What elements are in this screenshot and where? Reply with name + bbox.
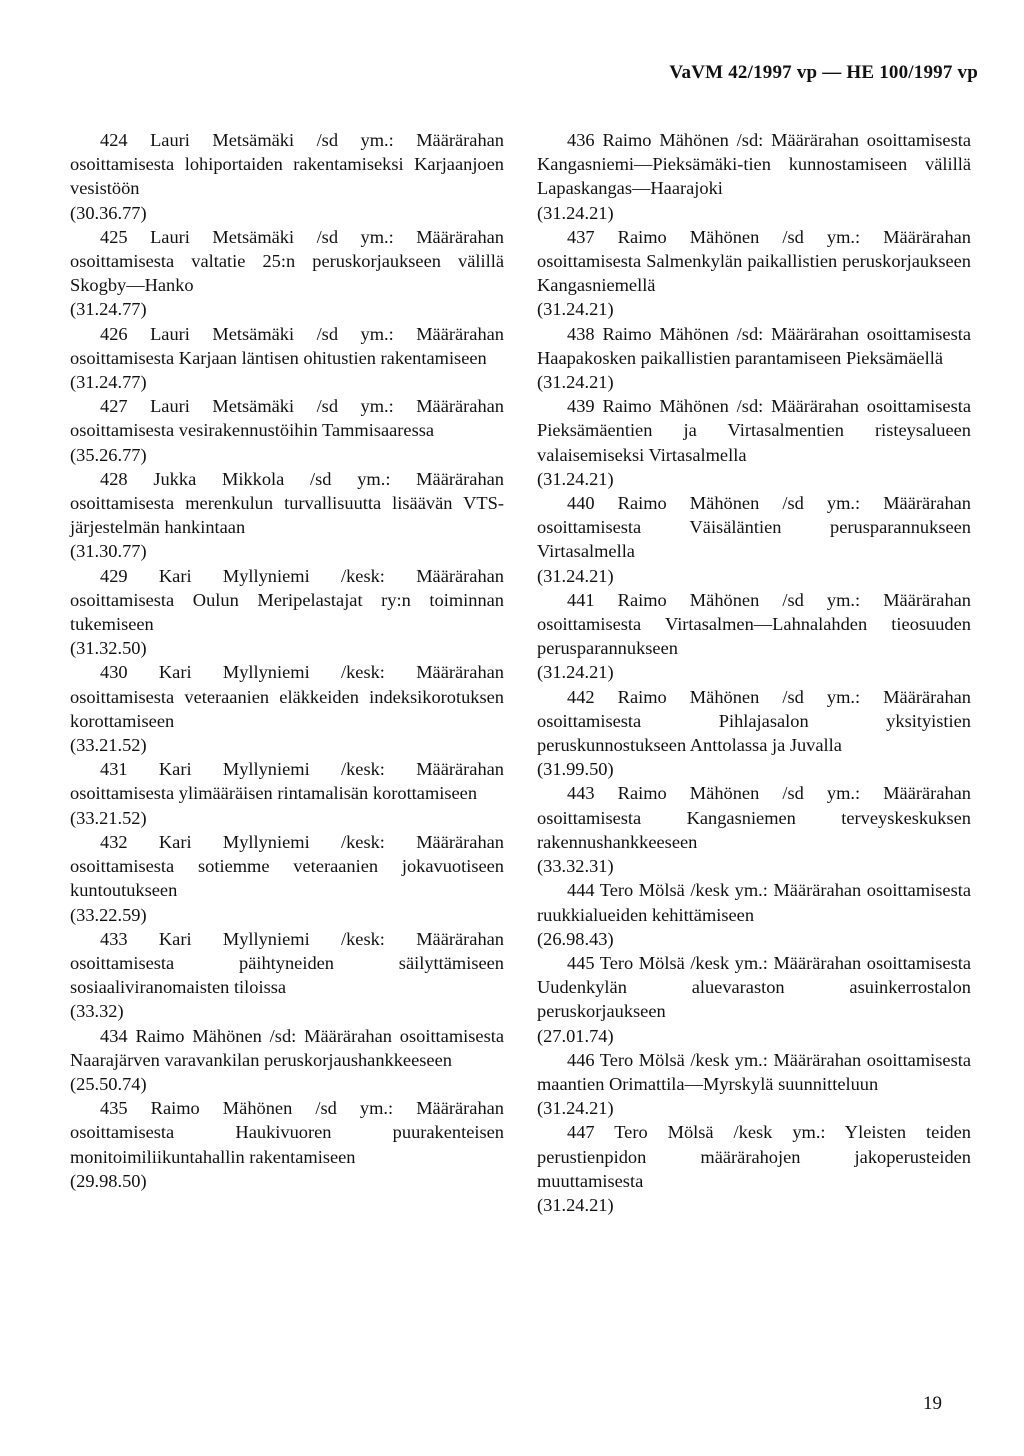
- entry-text: 445 Tero Mölsä /kesk ym.: Määrärahan osoittamisesta Uudenkylän aluevaraston asuinkerrostalon peruskorjaukseen: [537, 952, 971, 1022]
- entry-reference: (31.24.77): [70, 372, 147, 393]
- entry-text: 432 Kari Myllyniemi /kesk: Määrärahan osoittamisesta sotiemme veteraanien jokavuotiseen kuntoutukseen: [70, 831, 504, 901]
- motion-entry: [70, 830, 504, 927]
- motion-entry: [537, 685, 971, 782]
- motion-entry: [70, 128, 504, 225]
- entry-text: 446 Tero Mölsä /kesk ym.: Määrärahan osoittamisesta maantien Orimattila—Myrskylä suunnitteluun: [537, 1049, 971, 1094]
- entry-reference: (35.26.77): [70, 444, 147, 465]
- entry-text: 424 Lauri Metsämäki /sd ym.: Määrärahan osoittamisesta lohiportaiden rakentamiseksi Karjaanjoen vesistöön: [70, 130, 504, 199]
- left-column: [70, 128, 504, 1193]
- entry-text: 434 Raimo Mähönen /sd: Määrärahan osoittamisesta Naarajärven varavankilan peruskorjaushankkeeseen: [70, 1025, 504, 1070]
- motion-entry: [70, 225, 504, 322]
- motion-entry: [70, 927, 504, 1024]
- entry-text: 439 Raimo Mähönen /sd: Määrärahan osoittamisesta Pieksämäentien ja Virtasalmentien risteysalueen valaisemiseksi Virtasalmella: [537, 396, 971, 465]
- entry-text: 437 Raimo Mähönen /sd ym.: Määrärahan osoittamisesta Salmenkylän paikallistien peruskorjaukseen Kangasniemellä: [537, 226, 971, 296]
- entry-text: 429 Kari Myllyniemi /kesk: Määrärahan osoittamisesta Oulun Meripelastajat ry:n toiminnan tukemiseen: [70, 565, 504, 635]
- motion-entry: [70, 564, 504, 661]
- motion-entry: [70, 757, 504, 830]
- entry-reference: (31.24.21): [537, 565, 614, 586]
- motion-entry: [537, 588, 971, 685]
- entry-reference: (33.32): [70, 1001, 124, 1022]
- motion-entry: [537, 951, 971, 1048]
- entry-text: 427 Lauri Metsämäki /sd ym.: Määrärahan osoittamisesta vesirakennustöihin Tammisaaressa: [70, 396, 504, 441]
- entry-reference: (31.24.21): [537, 299, 614, 320]
- entry-reference: (33.21.52): [70, 807, 147, 828]
- entry-reference: (30.36.77): [70, 202, 147, 223]
- motion-entry: [537, 781, 971, 878]
- entry-reference: (31.24.21): [537, 662, 614, 683]
- motion-entry: [70, 1096, 504, 1193]
- entry-text: 436 Raimo Mähönen /sd: Määrärahan osoittamisesta Kangasniemi—Pieksämäki-tien kunnostamiseen välillä Lapaskangas—Haarajoki: [537, 130, 971, 199]
- entry-reference: (33.21.52): [70, 735, 147, 756]
- entry-reference: (31.24.21): [537, 202, 614, 223]
- entry-reference: (26.98.43): [537, 928, 614, 949]
- motion-entry: [70, 322, 504, 395]
- right-column: [537, 128, 971, 1217]
- entry-reference: (33.32.31): [537, 856, 614, 877]
- motion-entry: [537, 1048, 971, 1121]
- entry-text: 431 Kari Myllyniemi /kesk: Määrärahan osoittamisesta ylimääräisen rintamalisän korottamiseen: [70, 759, 504, 804]
- entry-reference: (31.24.21): [537, 1098, 614, 1119]
- entry-text: 433 Kari Myllyniemi /kesk: Määrärahan osoittamisesta päihtyneiden säilyttämiseen sosiaaliviranomaisten tiloissa: [70, 928, 504, 998]
- entry-text: 441 Raimo Mähönen /sd ym.: Määrärahan osoittamisesta Virtasalmen—Lahnalahden tieosuuden perusparannukseen: [537, 589, 971, 659]
- motion-entry: [537, 225, 971, 322]
- entry-reference: (29.98.50): [70, 1170, 147, 1191]
- motion-entry: [70, 660, 504, 757]
- entry-text: 438 Raimo Mähönen /sd: Määrärahan osoittamisesta Haapakosken paikallistien parantamiseen Pieksämäellä: [537, 323, 971, 368]
- page-number: 19: [923, 1393, 942, 1414]
- motion-entry: [537, 322, 971, 395]
- entry-reference: (31.24.77): [70, 299, 147, 320]
- entry-reference: (31.32.50): [70, 638, 147, 659]
- motion-entry: [70, 467, 504, 564]
- motion-entry: [537, 394, 971, 491]
- motion-entry: [537, 128, 971, 225]
- entry-text: 442 Raimo Mähönen /sd ym.: Määrärahan osoittamisesta Pihlajasalon yksityistien peruskunnostukseen Anttolassa ja Juvalla: [537, 686, 971, 756]
- entry-reference: (31.24.21): [537, 468, 614, 489]
- entry-reference: (27.01.74): [537, 1025, 614, 1046]
- motion-entry: [537, 491, 971, 588]
- entry-reference: (31.24.21): [537, 372, 614, 393]
- entry-reference: (25.50.74): [70, 1073, 147, 1094]
- running-header: VaVM 42/1997 vp — HE 100/1997 vp: [669, 62, 978, 83]
- motion-entry: [537, 1120, 971, 1217]
- entry-reference: (33.22.59): [70, 904, 147, 925]
- motion-entry: [537, 878, 971, 951]
- entry-text: 440 Raimo Mähönen /sd ym.: Määrärahan osoittamisesta Väisäläntien perusparannukseen Virtasalmella: [537, 493, 971, 562]
- entry-text: 444 Tero Mölsä /kesk ym.: Määrärahan osoittamisesta ruukkialueiden kehittämiseen: [537, 880, 971, 925]
- entry-text: 425 Lauri Metsämäki /sd ym.: Määrärahan osoittamisesta valtatie 25:n peruskorjaukseen välillä Skogby—Hanko: [70, 226, 504, 296]
- motion-entry: [70, 394, 504, 467]
- entry-reference: (31.24.21): [537, 1194, 614, 1215]
- entry-text: 443 Raimo Mähönen /sd ym.: Määrärahan osoittamisesta Kangasniemen terveyskeskuksen rakennushankkeeseen: [537, 783, 971, 852]
- entry-text: 426 Lauri Metsämäki /sd ym.: Määrärahan osoittamisesta Karjaan läntisen ohitustien rakentamiseen: [70, 323, 504, 368]
- entry-reference: (31.30.77): [70, 541, 147, 562]
- entry-reference: (31.99.50): [537, 759, 614, 780]
- motion-entry: [70, 1024, 504, 1097]
- entry-text: 447 Tero Mölsä /kesk ym.: Yleisten teiden perustienpidon määrärahojen jakoperusteiden muuttamisesta: [537, 1122, 971, 1191]
- entry-text: 435 Raimo Mähönen /sd ym.: Määrärahan osoittamisesta Haukivuoren puurakenteisen monitoimiliikuntahallin rakentamiseen: [70, 1098, 504, 1167]
- entry-text: 430 Kari Myllyniemi /kesk: Määrärahan osoittamisesta veteraanien eläkkeiden indeksikorotuksen korottamiseen: [70, 662, 504, 731]
- entry-text: 428 Jukka Mikkola /sd ym.: Määrärahan osoittamisesta merenkulun turvallisuutta lisäävän VTS-järjestelmän hankintaan: [70, 468, 504, 538]
